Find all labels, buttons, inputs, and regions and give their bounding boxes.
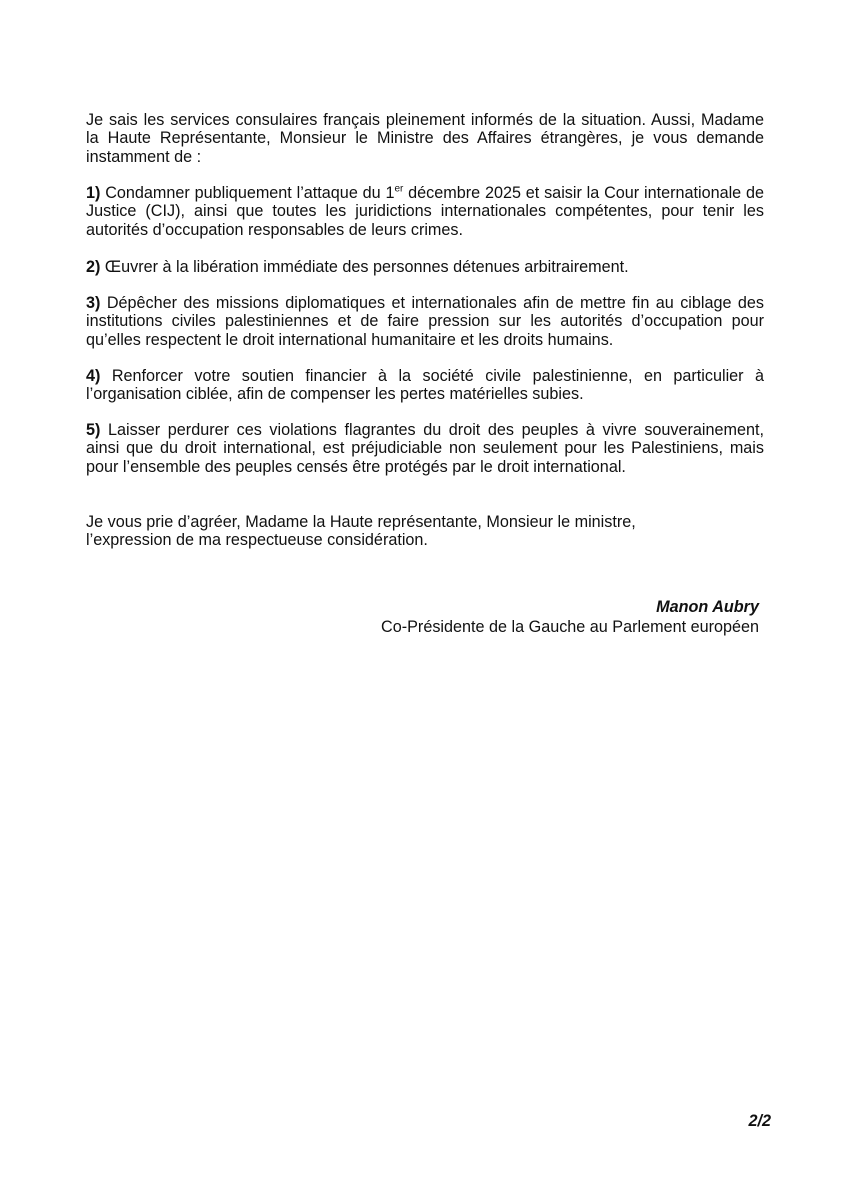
demand-paragraph-4	[86, 367, 764, 404]
page-number: 2/2	[748, 1112, 771, 1130]
demand-paragraph-1	[86, 184, 764, 239]
demand-text: Condamner publiquement l’attaque du 1	[105, 184, 395, 202]
closing-line-2: l’expression de ma respectueuse considération.	[86, 531, 428, 550]
demand-text: Renforcer votre soutien financier à la société civile palestinienne, en particulier à l’organisation ciblée, afin de compenser les pertes matérielles subies.	[86, 367, 764, 404]
demand-text: Œuvrer à la libération immédiate des personnes détenues arbitrairement.	[104, 258, 629, 276]
signatory-name: Manon Aubry	[656, 598, 759, 616]
demand-number: 3)	[86, 294, 101, 312]
intro-paragraph	[86, 111, 764, 166]
demand-number: 1)	[86, 184, 101, 202]
signatory-title: Co-Présidente de la Gauche au Parlement européen	[381, 618, 759, 636]
signature-block	[381, 597, 759, 637]
intro-text: Je sais les services consulaires français pleinement informés de la situation. Aussi, Madame la Haute Représentante, Monsieur le Ministre des Affaires étrangères, je vous demande instamment de :	[86, 111, 764, 166]
closing-formula	[86, 513, 764, 550]
demand-text-continued: décembre 2025 et saisir la Cour internationale de Justice (CIJ), ainsi que toutes les juridictions internationales compétentes, pour tenir les autorités d’occupation responsables de leurs crimes.	[86, 184, 764, 239]
demand-paragraph-5	[86, 421, 764, 476]
demand-number: 2)	[86, 258, 101, 276]
demand-paragraph-2	[86, 258, 764, 276]
demand-paragraph-3	[86, 294, 764, 349]
closing-line-1: Je vous prie d’agréer, Madame la Haute représentante, Monsieur le ministre,	[86, 513, 636, 531]
ordinal-superscript: er	[394, 183, 404, 195]
demand-text: Laisser perdurer ces violations flagrantes du droit des peuples à vivre souverainement, ainsi que du droit international, est préjudiciable non seulement pour les Palestiniens, mais pour l’ensemble des peuples censés être protégés par le droit international.	[86, 421, 764, 476]
demand-number: 5)	[86, 421, 101, 439]
demand-number: 4)	[86, 367, 101, 385]
demand-text: Dépêcher des missions diplomatiques et internationales afin de mettre fin au ciblage des institutions civiles palestiniennes et de faire pression sur les autorités d’occupation pour qu’elles respectent le droit international humanitaire et les droits humains.	[86, 294, 765, 349]
